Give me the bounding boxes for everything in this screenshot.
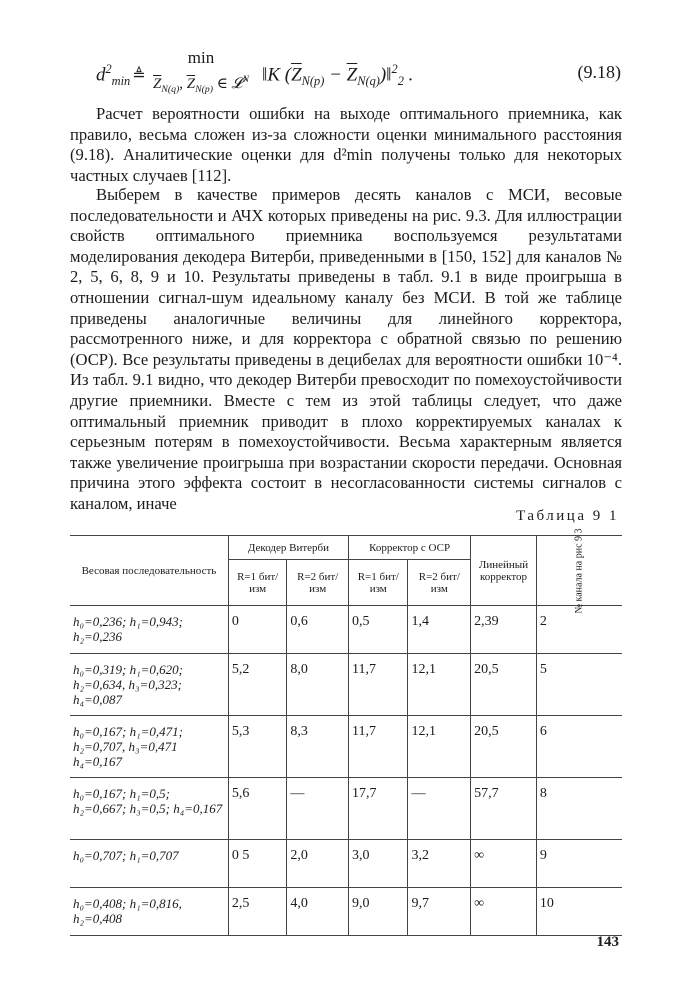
cell-viterbi-r1: 2,5: [228, 888, 286, 936]
table-row: [70, 716, 622, 778]
cell-viterbi-r2: 8,0: [287, 654, 349, 716]
equation-number: (9.18): [577, 62, 621, 82]
cell-channel-no: 2: [536, 606, 622, 654]
equation-9-18: [96, 48, 621, 108]
table-row: [70, 888, 622, 936]
header-viterbi-r2: R=2 бит/изм: [287, 560, 349, 606]
cell-osr-r2: 3,2: [408, 840, 471, 888]
cell-osr-r1: 11,7: [349, 654, 408, 716]
cell-osr-r2: 9,7: [408, 888, 471, 936]
header-linear: Линейный корректор: [471, 536, 537, 606]
paragraph-channel-examples: Выберем в качестве примеров десять каналов с МСИ, весовые последовательности и АЧХ которых приведены на рис. 9.3. Для иллюстрации свойств оптимального приемника воспользуемся результатами моделирования декодера Витерби, приведенными в [150, 152] для каналов № 2, 5, 6, 8, 9 и 10. Результаты приведены в табл. 9.1 в виде проигрыша в отношении сигнал-шум идеальному каналу без МСИ. В той же таблице приведены аналогичные величины для линейного корректора, рассмотренного ниже, и для корректора с обратной связью по решению (ОСР). Все результаты приведены в децибелах для вероятности ошибки 10⁻⁴. Из табл. 9.1 видно, что декодер Витерби превосходит по помехоустойчивости другие приемники. Вместе с тем из этой таблицы следует, что даже оптимальный приемник приводит в плохо корректируемых каналах к серьезным потерям в помехоустойчивости. Весьма характерным является также увеличение проигрыша при возрастании скорости передачи. Основная причина этого эффекта состоит в несогласованности системы сигналов с каналом, иначе: [70, 185, 622, 513]
header-channel-no: [536, 527, 622, 614]
table-row: [70, 606, 622, 654]
cell-channel-no: 6: [536, 716, 622, 778]
cell-viterbi-r2: 0,6: [287, 606, 349, 654]
paragraph-error-probability: Расчет вероятности ошибки на выходе оптимального приемника, как правило, весьма сложен из-за сложности оценки минимального расстояния (9.18). Аналитические оценки для d²min получены только для некоторых частных случаев [112].: [70, 104, 622, 185]
header-osr-r1: R=1 бит/изм: [349, 560, 408, 606]
table-caption: Таблица 9 1: [516, 508, 619, 524]
cell-sequence: h₀=0,167; h₁=0,5; h₂=0,667; h₃=0,5; h₄=0,167: [70, 778, 228, 840]
cell-osr-r2: 12,1: [408, 716, 471, 778]
page-number: 143: [596, 934, 619, 950]
equation-min-operator: min $\overline{Z}_{N(q)}$, $\overline{Z}_{N(p)}$ ∈ 𝓛$^N$: [153, 48, 249, 95]
cell-osr-r1: 11,7: [349, 716, 408, 778]
cell-sequence: h₀=0,167; h₁=0,471; h₂=0,707, h₃=0,471 h₄=0,167: [70, 716, 228, 778]
cell-linear: ∞: [471, 888, 537, 936]
cell-channel-no: 9: [536, 840, 622, 888]
cell-sequence: h₀=0,707; h₁=0,707: [70, 840, 228, 888]
cell-osr-r2: 12,1: [408, 654, 471, 716]
cell-viterbi-r1: 0 5: [228, 840, 286, 888]
header-osr-r2: R=2 бит/изм: [408, 560, 471, 606]
header-osr: Корректор с ОСР: [349, 536, 471, 560]
cell-osr-r1: 17,7: [349, 778, 408, 840]
header-channel-no-text: № канала на рис 9 3: [573, 527, 585, 614]
cell-osr-r1: 0,5: [349, 606, 408, 654]
header-viterbi-r1: R=1 бит/изм: [228, 560, 286, 606]
cell-osr-r2: —: [408, 778, 471, 840]
results-table: [70, 527, 622, 936]
table-row: [70, 654, 622, 716]
table-row: [70, 840, 622, 888]
cell-viterbi-r1: 5,2: [228, 654, 286, 716]
cell-linear: 20,5: [471, 654, 537, 716]
header-sequence: Весовая последовательность: [70, 536, 228, 606]
cell-linear: 57,7: [471, 778, 537, 840]
cell-channel-no: 10: [536, 888, 622, 936]
cell-sequence: h₀=0,236; h₁=0,943; h₂=0,236: [70, 606, 228, 654]
cell-linear: 20,5: [471, 716, 537, 778]
cell-viterbi-r2: —: [287, 778, 349, 840]
cell-viterbi-r1: 0: [228, 606, 286, 654]
cell-channel-no: 5: [536, 654, 622, 716]
cell-viterbi-r2: 2,0: [287, 840, 349, 888]
equation-rhs: ‖K ($\overline{Z}_{N(p)}$ − $\overline{Z}_{N(q)})‖^2_2$ .: [262, 62, 414, 89]
header-viterbi: Декодер Витерби: [228, 536, 348, 560]
cell-linear: 2,39: [471, 606, 537, 654]
cell-viterbi-r2: 8,3: [287, 716, 349, 778]
equation-lhs: $d^2_{min}$ ≜: [96, 62, 146, 89]
cell-viterbi-r1: 5,3: [228, 716, 286, 778]
cell-osr-r2: 1,4: [408, 606, 471, 654]
cell-channel-no: 8: [536, 778, 622, 840]
cell-sequence: h₀=0,408; h₁=0,816, h₂=0,408: [70, 888, 228, 936]
cell-viterbi-r2: 4,0: [287, 888, 349, 936]
cell-viterbi-r1: 5,6: [228, 778, 286, 840]
cell-osr-r1: 3,0: [349, 840, 408, 888]
cell-sequence: h₀=0,319; h₁=0,620; h₂=0,634, h₃=0,323; h₄=0,087: [70, 654, 228, 716]
table-row: [70, 778, 622, 840]
cell-linear: ∞: [471, 840, 537, 888]
cell-osr-r1: 9,0: [349, 888, 408, 936]
